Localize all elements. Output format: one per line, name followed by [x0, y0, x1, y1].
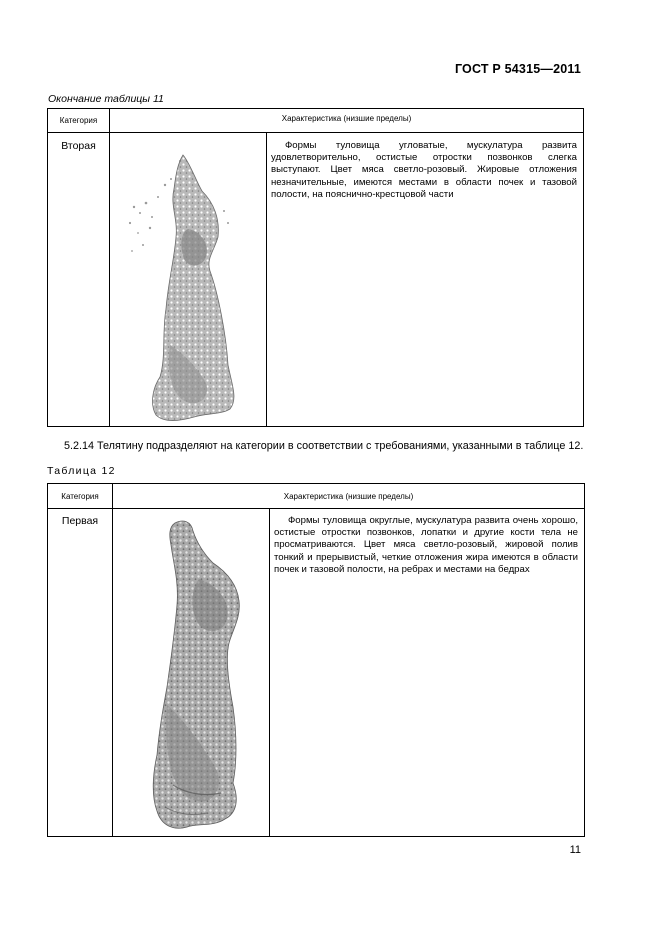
table-row [48, 133, 584, 427]
table11-category-value: Вторая [48, 133, 110, 427]
section-5-2-14-text: 5.2.14 Телятину подразделяют на категории в соответствии с требованиями, указанными в таблице 12. [64, 440, 584, 452]
table11-header-category: Категория [48, 109, 110, 133]
table12-category-value: Первая [48, 509, 113, 837]
table11-caption: Окончание таблицы 11 [48, 93, 164, 105]
table12-caption: Таблица 12 [47, 465, 116, 477]
page-number: 11 [569, 844, 581, 856]
table12-characteristic-paragraph: Формы туловища округлые, мускулатура развита очень хорошо, остистые отростки позвонков, лопатки и другие кости тела не просматриваются. Цвет мяса светло-розовый, жировой полив тонкий и прерывистый, четкие отложения жира имеются в области почек и тазовой полости, на ребрах и местами на бедрах [274, 515, 578, 575]
table11-characteristic-paragraph: Формы туловища угловатые, мускулатура развита удовлетворительно, остистые отростки позвонков слегка выступают. Цвет мяса светло-розовый. Жировые отложения незначительные, имеются местами в области почек и тазовой полости, на пояснично-крестцовой части [271, 140, 577, 200]
veal-carcass-first-category-icon [113, 509, 270, 837]
table12-carcass-image [113, 509, 270, 837]
table-11 [47, 108, 584, 427]
table11-characteristic-text [267, 133, 584, 427]
table-12 [47, 483, 585, 837]
table-row [48, 509, 585, 837]
table11-carcass-image [110, 133, 267, 427]
table11-header-characteristic: Характеристика (низшие пределы) [110, 109, 584, 133]
table12-characteristic-text [270, 509, 585, 837]
table12-header-category: Категория [48, 484, 113, 509]
table12-header-characteristic: Характеристика (низшие пределы) [113, 484, 585, 509]
standard-designation: ГОСТ Р 54315—2011 [454, 62, 581, 76]
veal-carcass-second-category-icon [110, 133, 267, 427]
